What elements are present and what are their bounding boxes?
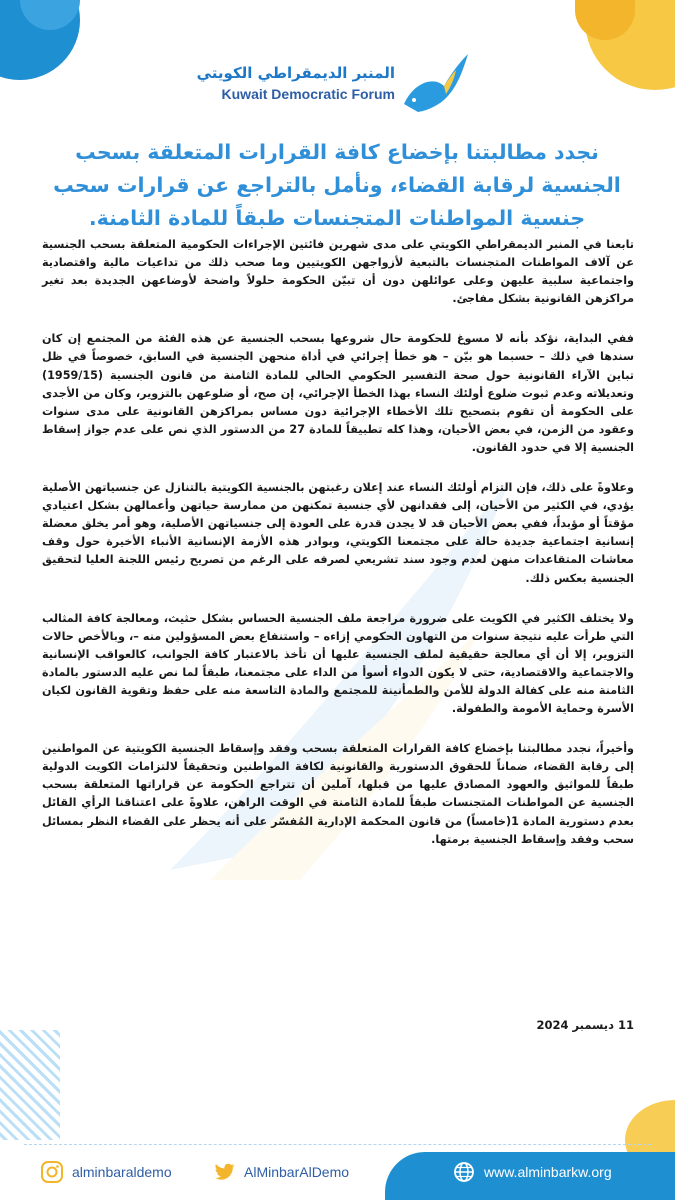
paragraph: ولا يختلف الكثير في الكويت على ضرورة مراجعة ملف الجنسية الحساس بشكل حثيث، ومعالجة كافة المثالب التي طرأت عليه نتيجة سنوات من التهاون الحكومي إزاءه – واستنفاع بعض المسؤولين منه –، وبالأخص حالات التزوير، إلا أن أي معالجة حقيقية لملف الجنسية عليها أن تأخذ بالاعتبار كافة الجوانب، كالعواقب الإنسانية والاجتماعية والاقتصادية، حتى لا يكون الدواء أسوأ من الداء على مجتمعنا، طبقاً لما نص عليه الدستور بالمادة الثامنة منه على كفالة الدولة للأمن والطمأنينة للمجتمع والمادة التاسعة منه على حفظ وتقوية القانون لكيان الأسرة وحماية الأمومة والطفولة. xyxy=(42,611,634,716)
twitter-handle: AlMinbarAlDemo xyxy=(244,1164,350,1180)
website-url: www.alminbarkw.org xyxy=(484,1164,612,1180)
headline: نجدد مطالبتنا بإخضاع كافة القرارات المتعلقة بسحب الجنسية لرقابة القضاء، ونأمل بالتراجع عن قرارات سحب جنسية المواطنات المتجنسات طبقاً للمادة الثامنة. xyxy=(53,140,621,230)
twitter-icon xyxy=(212,1160,236,1184)
paragraph: ففي البداية، نؤكد بأنه لا مسوغ للحكومة حال شروعها بسحب الجنسية عن هذه الفئة من المجتمع إن كان سندها في ذلك – حسبما هو بيّن – هو خطأ إجرائي في أداة منحهن الجنسية في السابق، خصوصاً في ظل تباين الآراء القانونية حول صحة التفسير الحكومي الحالي للمادة الثامنة من قانون الجنسية (1959/15) وتعديلاته وعدم ثبوت ضلوع أولئك النساء بهذا الخطأ الإجرائي، إن صح، أو ضلوعهن بالتزوير، وكان من الأجدى على الحكومة أن تقوم بتصحيح تلك الأخطاء الإجرائية دون مساس بمراكزهن القانونية على مدى سنوات وعقود من الزمن، في بعض الأحيان، وهذا كله تطبيقاً للمادة 27 من الدستور الذي نص على عدم جواز إسقاط الجنسية إلا في حدود القانون. xyxy=(42,332,635,454)
paragraph: وعلاوةً على ذلك، فإن التزام أولئك النساء عند إعلان رغبتهن بالجنسية الكويتية بالتنازل عن جنسياتهن الأصلية يؤدي، في الكثير من الأحيان، إلى فقدانهن لأي جنسية تمكنهن من ممارسة حياتهن وأعمالهن بشكل اعتيادي مؤقتاً أو مؤبداً، ففي بعض الأحيان قد لا يجدن قدرة على العودة إلى جنسياتهن الأصلية، وهو أمر يخلق معضلة إنسانية اجتماعية جديدة حالة على مجتمعنا الكويتي، وبوادر هذه الأزمة الإنسانية الأنباء الأخيرة حول وقف معاشات المتقاعدات منهن لعدم وجود سند تشريعي لصرفه على الرغم من تصريح رئيس اللجنة العليا لتحقيق الجنسية بعكس ذلك. xyxy=(42,481,634,585)
statement-date: 11 ديسمبر 2024 xyxy=(536,1018,634,1032)
globe-icon xyxy=(452,1160,476,1184)
instagram-icon xyxy=(40,1160,64,1184)
decor-stripes-blue xyxy=(0,1030,60,1140)
website-link[interactable] xyxy=(452,1160,612,1184)
logo-name-arabic: المنبر الديمقراطي الكويتي xyxy=(196,64,395,82)
logo-bird-icon xyxy=(400,52,470,122)
paragraph: تابعنا في المنبر الديمقراطي الكويتي على مدى شهرين فائتين الإجراءات الحكومية المتعلقة بسحب الجنسية عن آلاف المواطنات المتجنسات بالتبعية لأزواجهن الكويتيين وما صحب ذلك من تداعيات مالية واقتصادية واجتماعية سلبية عليهن وعلى عوائلهن دون أن تبيّن الحكومة حلولاً واضحة لأوضاعهن الجديدة بعد تغير مراكزهن القانونية بشكل مفاجئ. xyxy=(42,238,634,306)
footer xyxy=(0,1138,675,1200)
logo-text xyxy=(197,64,395,102)
paragraph: وأخيراً، نجدد مطالبتنا بإخضاع كافة القرارات المتعلقة بسحب وفقد وإسقاط الجنسية الكويتية عن المواطنين إلى رقابة القضاء، ضماناً للحقوق الدستورية والقانونية لكافة المواطنين وتحقيقاً لالتزامات الكويت الدولية طبقاً للمواثيق والعهود المصادق عليها من قبلها، آملين أن تتراجع الحكومة عن قراراتها المتعلقة بسحب الجنسية عن المواطنات المتجنسات طبقاً للمادة الثامنة في الوقت الراهن، علاوةً على اعتناقنا الرأي القائل بعدم دستورية المادة 1(خامساً) من قانون المحكمة الإدارية المُفسّر على أنه يحظر على القضاء النظر بمسائل سحب وفقد وإسقاط الجنسية برمتها. xyxy=(42,742,634,846)
instagram-link[interactable] xyxy=(40,1160,172,1184)
twitter-link[interactable] xyxy=(212,1160,349,1184)
footer-divider xyxy=(24,1144,651,1145)
logo-name-english: Kuwait Democratic Forum xyxy=(221,86,395,102)
instagram-handle: alminbaraldemo xyxy=(72,1164,172,1180)
header xyxy=(0,52,675,122)
statement-body xyxy=(42,236,634,871)
